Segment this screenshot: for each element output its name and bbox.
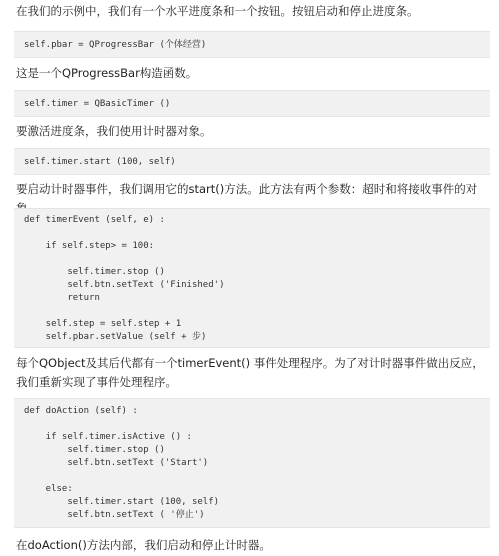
code-line: self.btn.setText ('Start'): [24, 458, 209, 468]
code-line: if self.step> = 100:: [24, 241, 155, 251]
code-line: return: [24, 293, 100, 303]
code-line: self.timer.start (100, self): [24, 497, 220, 507]
code-line: def doAction (self) :: [24, 406, 138, 416]
code-block-pbar: [14, 31, 490, 58]
code-line-blank: [24, 253, 480, 266]
code-line: self.timer = QBasicTimer (): [24, 99, 171, 109]
code-block-do-action: [14, 398, 490, 528]
paragraph-activate: 要激活进度条，我们使用计时器对象。: [16, 124, 212, 138]
code-line-blank: [24, 305, 480, 318]
code-line-blank: [24, 418, 480, 431]
code-line: self.btn.setText ( '停止'): [24, 510, 205, 520]
paragraph-start-method: 要启动计时器事件，我们调用它的start()方法。此方法有两个参数：超时和将接收事件的对: [16, 182, 478, 196]
code-block-start: [14, 148, 490, 175]
code-line: self.pbar = QProgressBar (个体经营): [24, 40, 207, 50]
code-line: self.timer.start (100, self): [24, 157, 176, 167]
code-line: def timerEvent (self, e) :: [24, 215, 165, 225]
code-block-timer: [14, 90, 490, 117]
code-line-blank: [24, 227, 480, 240]
paragraph-intro: 在我们的示例中，我们有一个水平进度条和一个按钮。按钮启动和停止进度条。: [16, 4, 419, 18]
paragraph-qobject: 每个QObject及其后代都有一个timerEvent() 事件处理程序。为了对计时器事件做出反应，我们重新实现了事件处理程序。: [16, 356, 484, 389]
code-line: self.pbar.setValue (self + 步): [24, 332, 207, 342]
code-line: if self.timer.isActive () :: [24, 432, 192, 442]
paragraph-do-action: 在doAction()方法内部，我们启动和停止计时器。: [16, 538, 271, 552]
code-line: self.step = self.step + 1: [24, 319, 182, 329]
code-block-timer-event: [14, 208, 490, 348]
code-line: self.timer.stop (): [24, 267, 165, 277]
code-line: else:: [24, 484, 73, 494]
code-line: self.btn.setText ('Finished'): [24, 280, 225, 290]
paragraph-constructor: 这是一个QProgressBar构造函数。: [16, 66, 198, 80]
code-line-blank: [24, 470, 480, 483]
code-line: self.timer.stop (): [24, 445, 165, 455]
